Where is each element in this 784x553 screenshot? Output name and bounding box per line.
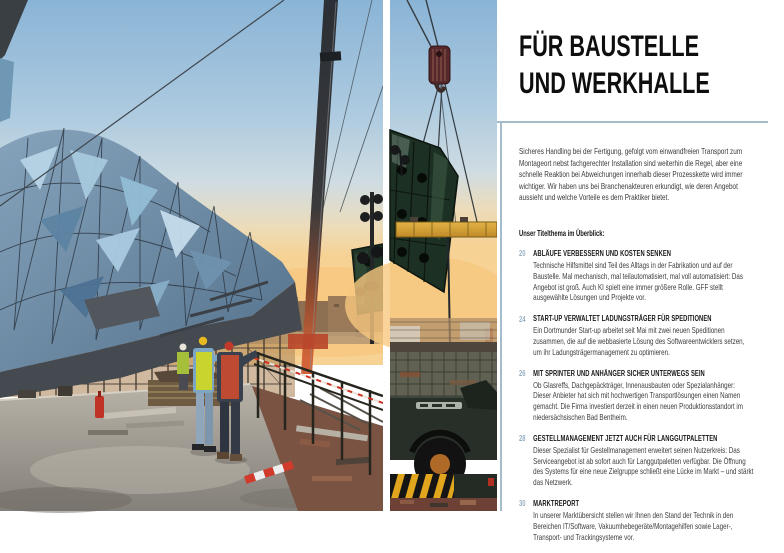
toc-item[interactable]: [519, 434, 759, 488]
toc-page-number[interactable]: 26: [519, 369, 526, 379]
intro-paragraph: Sicheres Handling bei der Fertigung, gefolgt vom einwandfreien Transport zum Montageort nebst fachgerechter Installation sind weiterhin die Regel, aber eine schnelle Reaktion bei Abweichungen innerhalb dieser Prozesskette wird immer wichtiger. Wir haben uns bei Branchenakteuren erkundigt, wie deren Angebot aussieht und welche Vorteile es dem Praktiker bietet.: [519, 146, 743, 203]
overview-heading: Unser Titelthema im Überblick:: [519, 228, 605, 238]
toc-item-title: ABLÄUFE VERBESSERN UND KOSTEN SENKEN: [533, 248, 672, 258]
toc-item-title: MIT SPRINTER UND ANHÄNGER SICHER UNTERWEGS SEIN: [533, 368, 705, 378]
crane-truck: [390, 380, 497, 511]
tail-light: [488, 478, 494, 486]
toc-item-body: Technische Hilfsmittel sind Teil des Alltags in der Fabrikation und auf der Baustelle. Mal mechanisch, mal teilautomatisiert, mal voll automatisiert: Das Angebot ist groß. Auch KI spielt eine immer größere Rolle. GFF stellt ausgewählte Lösungen und Projekte vor.: [533, 259, 743, 303]
toc-item[interactable]: [519, 369, 759, 423]
hazard-stripes: [390, 474, 454, 502]
editorial-content: [519, 146, 759, 553]
fire-extinguisher: [95, 396, 104, 418]
crane-lift-scene: [390, 0, 497, 511]
toc-item-title: START-UP VERWALTET LADUNGSTRÄGER FÜR SPEDITIONEN: [533, 314, 712, 324]
toc-item-body: In unserer Marktübersicht stellen wir Ihnen den Stand der Technik in den Bereichen IT/Software, Vakuumhebegeräte/Montagehilfen sowie Lager-, Transport- und Trackingsysteme vor.: [533, 509, 734, 542]
construction-scene: [0, 0, 383, 511]
divider-left-rule: [500, 121, 502, 511]
construction-photo-strip: [390, 0, 497, 511]
toc-page-number[interactable]: 28: [519, 434, 526, 444]
toc-page-number[interactable]: 24: [519, 314, 526, 324]
crane-base: [288, 334, 328, 349]
toc-item-body: Ob Glasreffs, Dachgepäckträger, Innenausbauten oder Spezialanhänger: Dieser Anbieter hat sich mit hochwertigen Transportlösungen einen Namen gemacht. Die Firma investiert derzeit in einen neuen Produktionsstandort im niedersächsischen Bad Bentheim.: [533, 379, 743, 422]
toc-page-number[interactable]: 20: [519, 249, 526, 259]
page-title-line1: FÜR BAUSTELLE: [519, 30, 699, 63]
toc-item-body: Dieser Spezialist für Gestellmanagement erweitert seinen Nutzerkreis: Das Serviceangebot ist ab sofort auch für Langgutpaletten verfügbar. Die Öffnung des Systems für eine neue Zielgruppe schließt eine Lücke im Markt – und stärkt das Netzwerk.: [533, 444, 754, 488]
page-gutter: [383, 0, 390, 511]
toc-item-title: GESTELLMANAGEMENT JETZT AUCH FÜR LANGGUTPALETTEN: [533, 433, 718, 443]
toc-page-number[interactable]: 30: [519, 499, 526, 509]
toc-item-body: Ein Dortmunder Start-up arbeitet seit Mai mit zwei neuen Speditionen zusammen, die auf die webbasierte Lösung des Softwareentwicklers setzen, um ihr Ladungsträgermanagement zu optimieren.: [533, 325, 745, 357]
toc-item[interactable]: [519, 249, 759, 303]
page-title: [519, 28, 784, 102]
page-title-line2: UND WERKHALLE: [519, 67, 710, 100]
table-of-contents: [519, 249, 759, 542]
toc-item[interactable]: [519, 499, 759, 542]
toc-item[interactable]: [519, 314, 759, 357]
right-page: [497, 0, 768, 542]
pulley-block: [429, 46, 450, 91]
toc-item-title: MARKTREPORT: [533, 498, 580, 508]
divider-top-rule: [497, 121, 768, 123]
construction-photo-left: [0, 0, 383, 511]
